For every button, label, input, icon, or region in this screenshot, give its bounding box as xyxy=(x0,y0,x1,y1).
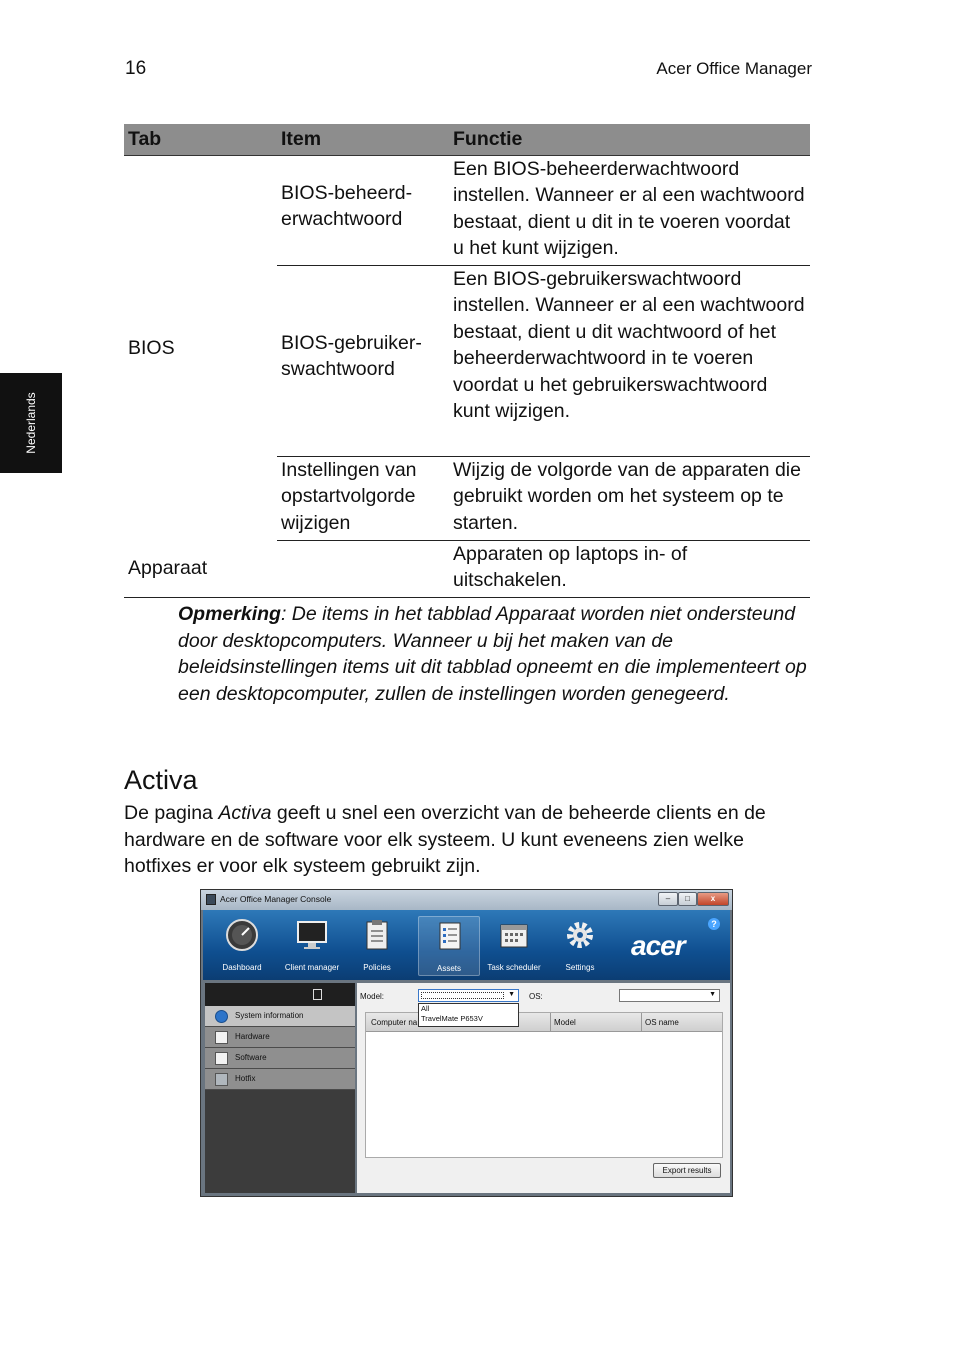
section-title: Activa xyxy=(124,765,198,795)
window-titlebar xyxy=(201,890,732,910)
export-results-button[interactable]: Export results xyxy=(653,1163,721,1178)
column-header-item: Item xyxy=(277,124,449,155)
help-icon[interactable]: ? xyxy=(708,918,720,930)
ribbon-item-settings[interactable] xyxy=(549,916,611,976)
assets-nav-pane xyxy=(205,983,355,1193)
nav-pane-header xyxy=(205,983,355,1006)
language-side-tab xyxy=(0,373,62,473)
window-title: Acer Office Manager Console xyxy=(220,894,332,904)
function-cell: Wijzig de volgorde van de apparaten die gebruikt worden om het systeem op te starten. xyxy=(449,456,810,540)
function-cell: Een BIOS-gebruikerswachtwoord instellen. Wanneer er al een wachtwoord bestaat, dient u dit wachtwoord of het beheerderwachtwoord in te voeren voordat u het gebruikerswachtwoord kunt wijzigen. xyxy=(449,265,810,456)
monitor-icon xyxy=(295,918,329,952)
os-select[interactable] xyxy=(619,989,720,1002)
column-divider xyxy=(550,1013,551,1032)
item-cell: BIOS-gebruiker-swachtwoord xyxy=(277,265,449,456)
ribbon-label: Assets xyxy=(436,964,461,973)
maximize-button[interactable]: □ xyxy=(678,892,697,906)
ribbon-item-client-manager[interactable] xyxy=(281,916,343,976)
table-row xyxy=(124,155,810,265)
ribbon-label: Client manager xyxy=(284,963,340,972)
ribbon-toolbar xyxy=(203,910,730,980)
nav-item-hardware[interactable] xyxy=(205,1027,355,1048)
model-option-travelmate[interactable]: TravelMate P653V xyxy=(421,1014,483,1023)
table-row xyxy=(124,540,810,597)
item-cell xyxy=(277,540,449,597)
section-body xyxy=(124,800,814,880)
ribbon-label: Task scheduler xyxy=(487,963,541,972)
section-body-text: De pagina xyxy=(124,802,219,824)
ribbon-label: Dashboard xyxy=(222,963,262,972)
model-option-all[interactable]: All xyxy=(421,1004,430,1013)
document-icon xyxy=(313,989,322,1000)
function-cell: Een BIOS-beheerderwachtwoord instellen. Wanneer er al een wachtwoord bestaat, dient u dit in te voeren voordat u het kunt wijzigen. xyxy=(449,155,810,265)
running-header: Acer Office Manager xyxy=(656,59,812,78)
assets-results-grid xyxy=(365,1012,723,1158)
note-paragraph xyxy=(178,601,808,707)
language-side-tab-label: Nederlands xyxy=(24,392,38,454)
column-header-computer-name[interactable]: Computer na xyxy=(371,1018,418,1027)
ribbon-label: Policies xyxy=(363,963,391,972)
column-header-function: Functie xyxy=(449,124,810,155)
close-button[interactable]: x xyxy=(697,892,729,906)
ribbon-item-policies[interactable] xyxy=(346,916,408,976)
column-divider xyxy=(641,1013,642,1032)
calendar-icon xyxy=(497,918,531,952)
column-header-model[interactable]: Model xyxy=(554,1018,576,1027)
page-number: 16 xyxy=(125,58,147,79)
info-icon xyxy=(215,1010,228,1023)
hardware-icon xyxy=(215,1031,228,1044)
table-header-row xyxy=(124,124,810,155)
note-label: Opmerking xyxy=(178,603,281,625)
section-body-emphasis: Activa xyxy=(218,802,272,824)
dashboard-gauge-icon xyxy=(225,918,259,952)
nav-item-software[interactable] xyxy=(205,1048,355,1069)
nav-item-hotfix[interactable] xyxy=(205,1069,355,1090)
tab-cell-bios: BIOS xyxy=(128,336,175,359)
model-dropdown-list xyxy=(418,1003,519,1027)
bios-settings-table xyxy=(124,124,810,598)
nav-item-label: Software xyxy=(235,1053,267,1062)
acer-logo: acer xyxy=(631,930,685,961)
nav-item-label: Hotfix xyxy=(235,1074,256,1083)
tab-cell-apparaat: Apparaat xyxy=(124,540,277,597)
ribbon-item-dashboard[interactable] xyxy=(211,916,273,976)
gear-icon xyxy=(563,918,597,952)
model-select[interactable] xyxy=(418,989,519,1002)
assets-main-pane xyxy=(357,983,730,1193)
os-label: OS: xyxy=(529,992,543,1001)
nav-item-label: System information xyxy=(235,1011,304,1020)
column-header-tab: Tab xyxy=(124,124,277,155)
chevron-down-icon: ▼ xyxy=(709,991,716,998)
section-body-text: geeft u snel een overzicht van de beheerde clients en de hardware en de software voor elk systeem. U kunt eveneens zien welke hotfixes er voor elk systeem gebruikt zijn. xyxy=(124,802,766,877)
nav-item-system-information[interactable] xyxy=(205,1006,355,1027)
function-cell: Apparaten op laptops in- of uitschakelen. xyxy=(449,540,810,597)
console-screenshot xyxy=(200,889,733,1197)
software-icon xyxy=(215,1052,228,1065)
assets-list-icon xyxy=(432,919,466,953)
ribbon-label: Settings xyxy=(565,963,595,972)
clipboard-icon xyxy=(360,918,394,952)
ribbon-item-assets[interactable] xyxy=(418,916,480,976)
minimize-button[interactable]: – xyxy=(658,892,678,906)
wrench-icon xyxy=(215,1073,228,1086)
note-text: : De items in het tabblad Apparaat worden niet ondersteund door desktopcomputers. Wanneer u bij het maken van de beleidsinstellingen items uit dit tabblad opneemt en die implementeert op een desktopcomputer, zullen de instellingen worden genegeerd. xyxy=(178,603,807,705)
ribbon-item-task-scheduler[interactable] xyxy=(483,916,545,976)
column-header-os-name[interactable]: OS name xyxy=(645,1018,679,1027)
nav-item-label: Hardware xyxy=(235,1032,270,1041)
app-icon xyxy=(206,894,216,905)
item-cell: BIOS-beheerd-erwachtwoord xyxy=(277,155,449,265)
model-label: Model: xyxy=(360,992,385,1001)
chevron-down-icon: ▼ xyxy=(508,991,515,998)
item-cell: Instellingen van opstartvolgorde wijzigen xyxy=(277,456,449,540)
